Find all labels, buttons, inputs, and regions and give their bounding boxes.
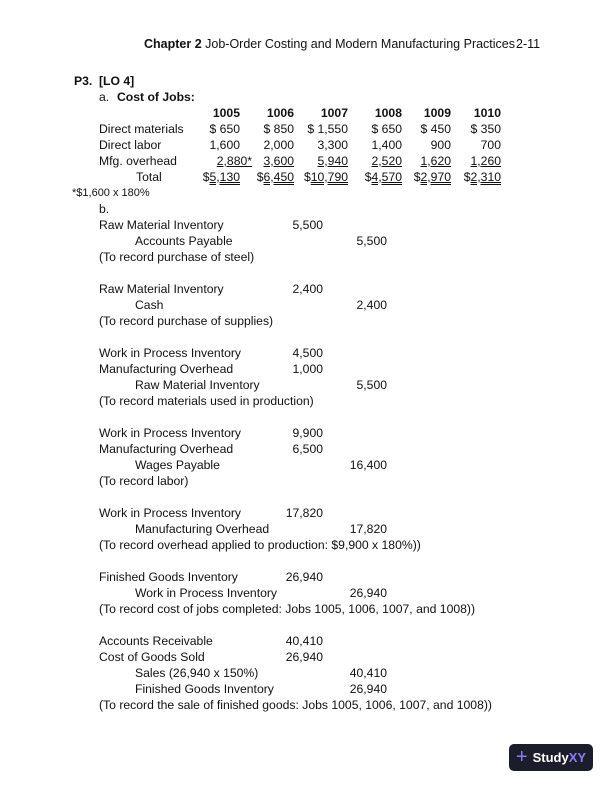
account-name: Work in Process Inventory — [135, 586, 278, 600]
credit-amount: 16,400 — [349, 458, 387, 472]
learning-objective: [LO 4] — [99, 74, 135, 88]
entry-memo: (To record materials used in production) — [99, 394, 314, 408]
credit-amount: 17,820 — [349, 522, 387, 536]
watermark-text: Study — [532, 750, 569, 765]
total-value: 4,570 — [371, 170, 402, 184]
currency-sign: $ — [303, 170, 311, 184]
table-cell: $ 450 — [420, 122, 451, 136]
table-cell: 3,300 — [317, 138, 348, 152]
column-header: 1006 — [266, 106, 294, 120]
entry-memo: (To record the sale of finished goods: Jobs 1005, 1006, 1007, and 1008)) — [99, 698, 492, 712]
table-cell: $ 650 — [371, 122, 402, 136]
column-header: 1009 — [423, 106, 451, 120]
table-cell: 1,620 — [420, 154, 451, 168]
total-value: 6,450 — [263, 170, 294, 184]
account-name: Manufacturing Overhead — [135, 522, 270, 536]
entry-memo: (To record purchase of steel) — [99, 250, 255, 264]
credit-amount: 5,500 — [356, 378, 387, 392]
currency-sign: $ — [413, 170, 421, 184]
table-cell: 2,000 — [263, 138, 294, 152]
table-cell: 1,400 — [371, 138, 402, 152]
debit-amount: 17,820 — [285, 506, 323, 520]
table-cell: 2,880* — [216, 154, 252, 168]
currency-sign: $ — [202, 170, 210, 184]
entry-memo: (To record purchase of supplies) — [99, 314, 274, 328]
footnote: *$1,600 x 180% — [72, 187, 150, 199]
account-name: Accounts Payable — [135, 234, 233, 248]
table-cell: $ 850 — [263, 122, 294, 136]
account-name: Work in Process Inventory — [99, 506, 242, 520]
table-cell: 900 — [430, 138, 451, 152]
column-header: 1010 — [473, 106, 501, 120]
account-name: Finished Goods Inventory — [135, 682, 274, 696]
table-cell: $ 1,550 — [307, 122, 348, 136]
credit-amount: 26,940 — [349, 682, 387, 696]
debit-amount: 1,000 — [292, 362, 323, 376]
column-header: 1005 — [212, 106, 240, 120]
account-name: Manufacturing Overhead — [99, 442, 234, 456]
chapter-title: Job-Order Costing and Modern Manufacturing Practices — [205, 37, 516, 51]
total-value: 2,310 — [470, 170, 501, 184]
page-number: 2-11 — [516, 37, 541, 51]
currency-sign: $ — [364, 170, 372, 184]
credit-amount: 40,410 — [349, 666, 387, 680]
page-header — [144, 36, 515, 52]
table-cell: $ 350 — [470, 122, 501, 136]
table-cell: $ 650 — [209, 122, 240, 136]
account-name: Wages Payable — [135, 458, 220, 472]
table-cell: 1,600 — [209, 138, 240, 152]
column-header: 1008 — [374, 106, 402, 120]
account-name: Work in Process Inventory — [99, 426, 242, 440]
account-name: Work in Process Inventory — [99, 346, 242, 360]
account-name: Manufacturing Overhead — [99, 362, 234, 376]
debit-amount: 2,400 — [292, 282, 323, 296]
entry-memo: (To record overhead applied to production: $9,900 x 180%)) — [99, 538, 421, 552]
debit-amount: 40,410 — [285, 634, 323, 648]
table-cell: 5,940 — [317, 154, 348, 168]
table-cell: 700 — [480, 138, 501, 152]
account-name: Cost of Goods Sold — [99, 650, 205, 664]
total-value: 2,970 — [420, 170, 451, 184]
total-value: 5,130 — [209, 170, 240, 184]
debit-amount: 26,940 — [285, 650, 323, 664]
table-cell: 2,520 — [371, 154, 402, 168]
part-b-letter: b. — [99, 202, 110, 216]
watermark-text-accent: XY — [568, 750, 587, 765]
plus-icon: + — [515, 746, 528, 768]
account-name: Finished Goods Inventory — [99, 570, 238, 584]
total-cell — [431, 169, 501, 185]
total-value: 10,790 — [310, 170, 348, 184]
credit-amount: 26,940 — [349, 586, 387, 600]
currency-sign: $ — [463, 170, 471, 184]
part-a-letter: a. — [99, 90, 110, 104]
account-name: Raw Material Inventory — [135, 378, 260, 392]
account-name: Sales (26,940 x 150%) — [135, 666, 259, 680]
entry-memo: (To record cost of jobs completed: Jobs 1005, 1006, 1007, and 1008)) — [99, 602, 476, 616]
row-label: Direct materials — [99, 122, 184, 136]
currency-sign: $ — [256, 170, 264, 184]
table-cell: 1,260 — [470, 154, 501, 168]
account-name: Raw Material Inventory — [99, 218, 224, 232]
entry-memo: (To record labor) — [99, 474, 189, 488]
problem-label: P3. — [74, 74, 93, 88]
credit-amount: 5,500 — [356, 234, 387, 248]
row-label: Mfg. overhead — [99, 154, 177, 168]
column-header: 1007 — [320, 106, 348, 120]
debit-amount: 6,500 — [292, 442, 323, 456]
debit-amount: 5,500 — [292, 218, 323, 232]
account-name: Raw Material Inventory — [99, 282, 224, 296]
account-name: Cash — [135, 298, 164, 312]
credit-amount: 2,400 — [356, 298, 387, 312]
debit-amount: 4,500 — [292, 346, 323, 360]
part-a-title: Cost of Jobs: — [117, 90, 195, 104]
row-label: Total — [136, 170, 162, 184]
debit-amount: 9,900 — [292, 426, 323, 440]
studyxy-watermark — [509, 744, 593, 771]
account-name: Accounts Receivable — [99, 634, 213, 648]
table-cell: 3,600 — [263, 154, 294, 168]
debit-amount: 26,940 — [285, 570, 323, 584]
chapter-label: Chapter 2 — [144, 37, 202, 51]
row-label: Direct labor — [99, 138, 162, 152]
